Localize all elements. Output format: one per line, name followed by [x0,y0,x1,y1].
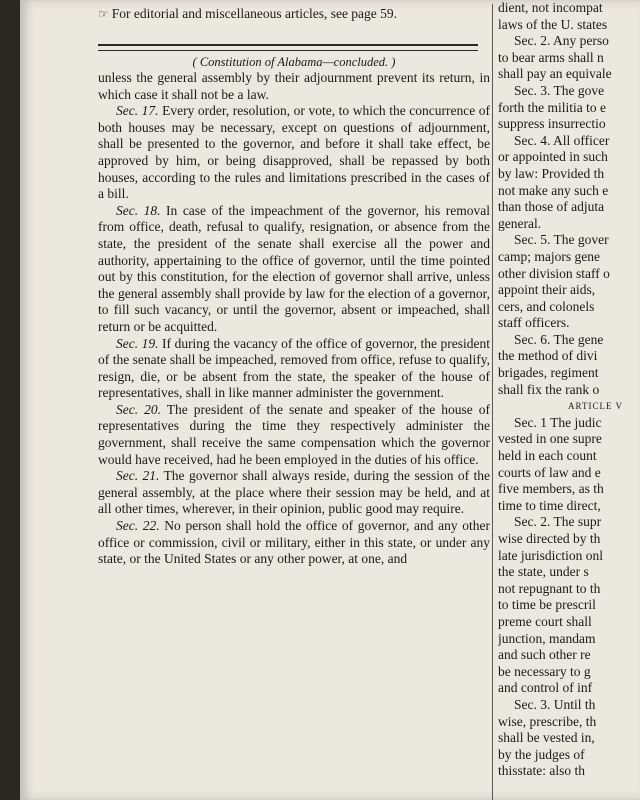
right-column-line: thisstate: also th [498,763,585,779]
section-label: Sec. 20. [116,401,161,417]
right-column-line: by the judges of [498,746,585,762]
constitution-section [98,468,490,518]
right-column-line: late jurisdiction onl [498,547,603,563]
right-column-line: five members, as th [498,481,604,497]
article-headnote: ( Constitution of Alabama—concluded. ) [192,55,396,69]
constitution-section [98,518,490,568]
right-column-line: Sec. 5. The gover [514,232,609,248]
section-label: Sec. 17. [116,103,159,119]
section-label: Sec. 22. [116,518,160,534]
right-column-line: shall be vested in, [498,730,595,746]
right-column-line: appoint their aids, [498,282,596,298]
right-column-line: suppress insurrectio [498,116,606,132]
section-text: The president of the senate and speaker of the house of representatives during the time they respectively administer the government, shall receive the same compensation which the governor would have received, had he been employed in the duties of his office. [98,401,490,467]
right-column-line: forth the militia to e [498,99,606,115]
right-column-line: and such other re [498,647,591,663]
right-column-line: courts of law and e [498,464,601,480]
right-column [498,0,640,800]
left-column [98,0,490,800]
constitution-section [98,336,490,402]
right-column-line: not make any such e [498,182,609,198]
right-column-line: time to time direct, [498,497,601,513]
right-column-text [498,0,640,780]
right-column-line: not repugnant to th [498,580,601,596]
section-divider [98,44,478,51]
constitution-sections [98,103,490,568]
right-column-line: the state, under s [498,564,589,580]
right-column-line: brigades, regiment [498,365,599,381]
right-column-line: wise, prescribe, th [498,713,597,729]
section-text: Every order, resolution, or vote, to which the concurrence of both houses may be necessary, except on questions of adjournment, shall be presented to the governor, and before it shall take effect, be approved by him, or being disapproved, shall be repassed by both houses, according to the rules and limitations prescribed in the cases of a bill. [98,103,491,202]
editorial-notice [98,6,490,40]
section-text: If during the vacancy of the office of governor, the president of the senate shall be impeached, removed from office, refuse to qualify, resign, die, or be absent from the state, the speaker of the house of representatives, shall in like manner administer the government. [98,335,491,401]
section-label: Sec. 19. [116,335,159,351]
section-label: Sec. 21. [116,468,160,484]
right-column-line: be necessary to g [498,663,591,679]
right-column-line: camp; majors gene [498,248,600,264]
right-column-line: than those of adjuta [498,199,605,215]
right-column-line: and control of inf [498,680,593,696]
right-column-line: to time be prescril [498,597,596,613]
constitution-section [98,103,490,203]
editorial-notice-text: For editorial and miscellaneous articles, see page 59. [111,6,398,21]
right-column-line: held in each count [498,448,597,464]
right-column-line: staff officers. [498,315,570,331]
right-column-line: Sec. 1 The judic [514,414,602,430]
right-column-line: by law: Provided th [498,165,605,181]
right-column-line: dient, not incompat [498,0,603,15]
right-column-line: Sec. 6. The gene [514,331,604,347]
right-column-line: shall pay an equivale [498,66,612,82]
column-rule [492,4,493,800]
right-column-line: laws of the U. states [498,16,608,32]
right-column-line: Sec. 2. The supr [514,514,602,530]
opening-paragraph: unless the general assembly by their adjournment prevent its return, in which case it shall not be a law. [98,70,490,102]
right-column-line: wise directed by th [498,531,601,546]
section-text: In case of the impeachment of the governor, his removal from office, death, refusal to qualify, resignation, or absence from the state, the president of the senate shall exercise all the power and authority, appertaining to the office of governor, until the time pointed out by this constitution, for the election of governor shall arrive, unless the general assembly shall provide by law for the election of a governor, to fill such vacancy, or until the governor, absent or impeached, shall return or be acquitted. [98,202,491,334]
right-column-line: Sec. 3. Until th [514,696,596,712]
section-text: No person shall hold the office of governor, and any other office or commission, civil or military, either in this state, or under any state, or the United States or any other power, at one, and [98,518,491,567]
right-column-line: Sec. 4. All officer [514,132,610,148]
section-text: The governor shall always reside, during the session of the general assembly, at the place where their session may be held, and at all other times, wherever, in their opinion, public good may require. [98,468,491,517]
right-column-line: preme court shall [498,613,592,629]
right-column-line: junction, mandam [498,630,596,646]
section-label: Sec. 18. [116,202,161,218]
constitution-section [98,402,490,468]
right-column-line: to bear arms shall n [498,49,604,65]
right-column-line: shall fix the rank o [498,381,600,397]
right-column-line: ARTICLE V [568,401,624,412]
right-column-line: the method of divi [498,348,598,364]
constitution-section [98,203,490,336]
right-column-line: or appointed in such [498,149,608,165]
pointing-hand-icon: ☞ [98,7,109,21]
right-column-line: vested in one supre [498,431,602,447]
right-column-line: Sec. 3. The gove [514,82,605,98]
right-column-line: general. [498,215,542,231]
right-column-line: other division staff o [498,265,610,281]
right-column-line: Sec. 2. Any perso [514,33,609,49]
right-column-line: cers, and colonels [498,298,595,314]
